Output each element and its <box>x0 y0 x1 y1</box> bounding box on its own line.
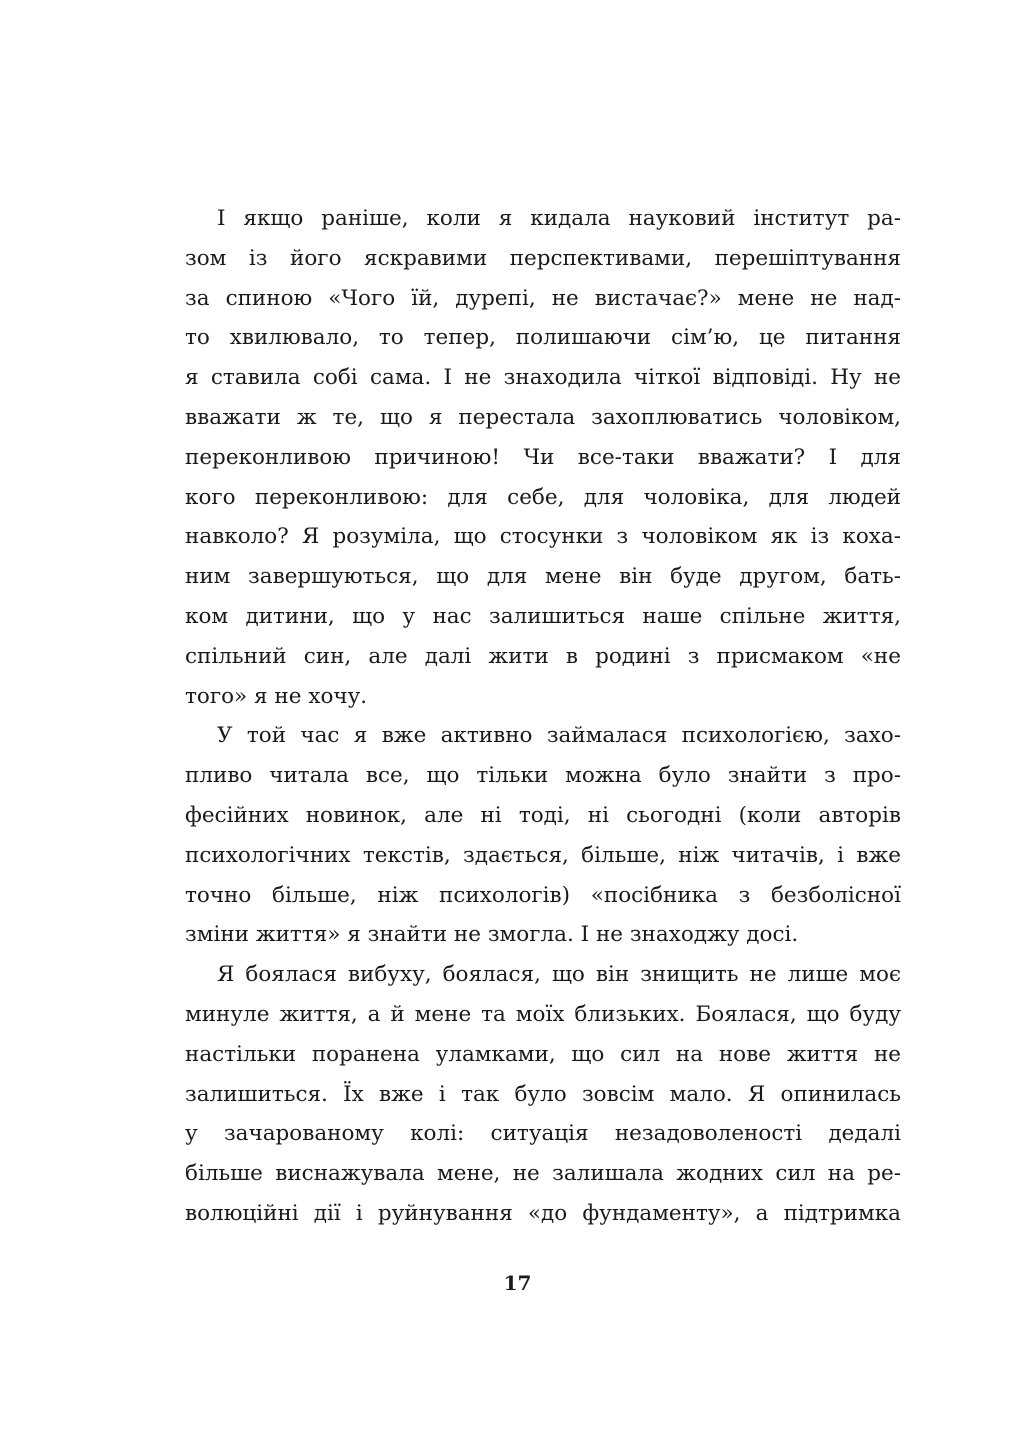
paragraph-3 <box>185 955 901 1234</box>
text-line: переконливою причиною! Чи все-таки вважати? І для <box>185 444 901 470</box>
text-line: залишиться. Їх вже і так було зовсім мало. Я опинилась <box>185 1081 901 1107</box>
text-line: Я боялася вибуху, боялася, що він знищить не лише моє <box>217 962 901 988</box>
text-line: того» я не хочу. <box>185 683 368 709</box>
text-line: І якщо раніше, коли я кидала науковий інститут ра- <box>217 206 901 231</box>
text-line: точно більше, ніж психологів) «посібника з безболісної <box>185 882 901 908</box>
text-line: У той час я вже активно займалася психологією, захо- <box>217 723 901 749</box>
text-line: ком дитини, що у нас залишиться наше спільне життя, <box>185 603 901 629</box>
text-line: більше виснажувала мене, не залишала жодних сил на ре- <box>185 1161 901 1187</box>
text-line: зміни життя» я знайти не змогла. І не знаходжу досі. <box>185 922 799 948</box>
text-line: спільний син, але далі жити в родині з присмаком «не <box>185 643 901 669</box>
text-line: за спиною «Чого їй, дурепі, не вистачає?» мене не над- <box>185 285 901 311</box>
text-line: то хвилювало, то тепер, полишаючи сім’ю, це питання <box>185 325 901 351</box>
text-line: кого переконливою: для себе, для чоловіка, для людей <box>185 484 901 510</box>
page-number: 17 <box>503 1271 532 1295</box>
text-line: психологічних текстів, здається, більше, ніж читачів, і вже <box>185 842 901 868</box>
text-line: настільки поранена уламками, що сил на нове життя не <box>185 1041 901 1067</box>
text-line: волюційні дії і руйнування «до фундаменту», а підтримка <box>185 1200 901 1226</box>
text-line: вважати ж те, що я перестала захоплюватись чоловіком, <box>185 404 901 430</box>
text-line: у зачарованому колі: ситуація незадоволеності дедалі <box>185 1121 901 1147</box>
text-line: зом із його яскравими перспективами, перешіптування <box>185 245 901 271</box>
text-line: минуле життя, а й мене та моїх близьких. Боялася, що буду <box>185 1001 901 1027</box>
text-line: пливо читала все, що тільки можна було знайти з про- <box>185 763 901 789</box>
body-text <box>185 199 901 1234</box>
text-line: ним завершуються, що для мене він буде другом, бать- <box>185 564 901 590</box>
paragraph-2 <box>185 716 901 955</box>
text-line: фесійних новинок, але ні тоді, ні сьогодні (коли авторів <box>185 802 901 828</box>
text-line: навколо? Я розуміла, що стосунки з чоловіком як із коха- <box>185 524 901 550</box>
text-line: я ставила собі сама. І не знаходила чіткої відповіді. Ну не <box>185 365 901 391</box>
paragraph-1 <box>185 199 901 716</box>
